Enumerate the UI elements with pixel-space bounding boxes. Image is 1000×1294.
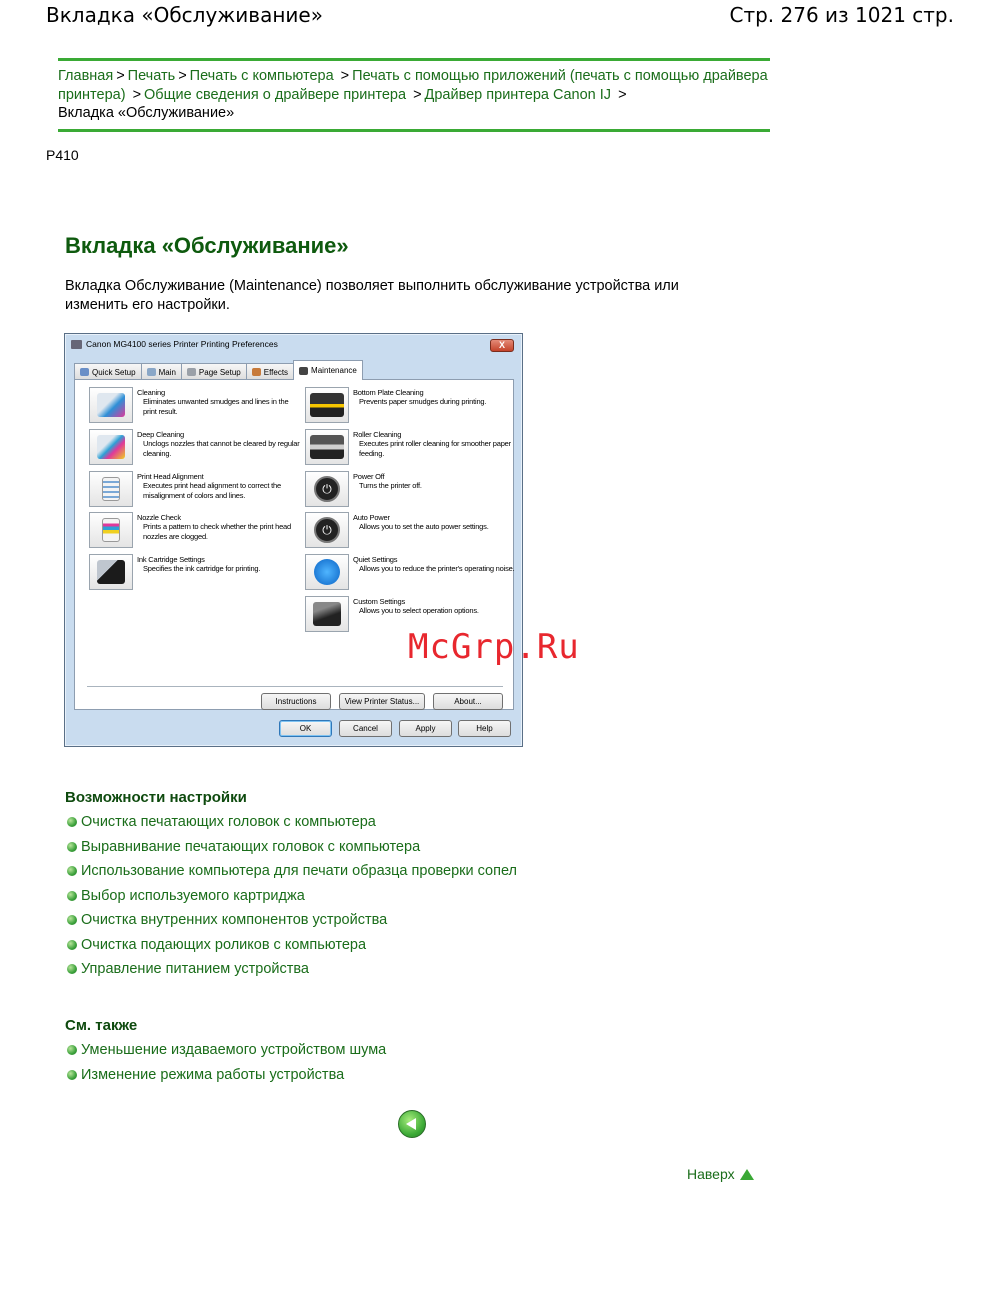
power-off-button xyxy=(305,471,349,507)
item-title: Deep Cleaning xyxy=(137,430,185,439)
power-off-icon: ⏻ xyxy=(314,476,340,502)
breadcrumb-separator: > xyxy=(132,86,142,103)
item-title: Roller Cleaning xyxy=(353,430,402,439)
instructions-button: Instructions xyxy=(261,693,331,710)
list-item xyxy=(67,835,517,860)
roller-cleaning-button xyxy=(305,429,349,465)
breadcrumb-separator: > xyxy=(413,86,422,103)
see-also-link[interactable]: Изменение режима работы устройства xyxy=(81,1066,345,1083)
item-title: Quiet Settings xyxy=(353,555,398,564)
page-header-title: Вкладка «Обслуживание» xyxy=(46,3,323,27)
tab-main: Main xyxy=(141,363,182,380)
list-item xyxy=(67,1063,386,1088)
back-to-top[interactable] xyxy=(687,1166,754,1182)
bullet-icon xyxy=(67,817,77,827)
watermark: McGrp.Ru xyxy=(408,627,580,667)
intro-text: Вкладка Обслуживание (Maintenance) позволяет выполнить обслуживание устройства или изменить его настройки. xyxy=(65,278,679,313)
ok-button: OK xyxy=(279,720,332,737)
item-desc: Specifies the ink cartridge for printing. xyxy=(143,564,261,573)
list-item xyxy=(67,810,517,835)
view-printer-status-button: View Printer Status... xyxy=(339,693,425,710)
item-title: Print Head Alignment xyxy=(137,472,204,481)
item-desc: Unclogs nozzles that cannot be cleared by regular cleaning. xyxy=(143,439,300,458)
apply-button: Apply xyxy=(399,720,452,737)
print-head-alignment-button xyxy=(89,471,133,507)
nozzle-check-icon xyxy=(102,518,120,542)
panel-divider xyxy=(87,686,503,687)
tab-page-setup: Page Setup xyxy=(181,363,247,380)
quick-setup-icon xyxy=(80,368,89,376)
breadcrumb-separator: > xyxy=(618,86,627,103)
bullet-icon xyxy=(67,891,77,901)
list-item xyxy=(67,933,517,958)
breadcrumb-link[interactable]: Общие сведения о драйвере принтера xyxy=(144,86,407,103)
tab-quick-setup: Quick Setup xyxy=(74,363,142,380)
maintenance-icon xyxy=(299,367,308,375)
item-desc: Turns the printer off. xyxy=(359,481,422,490)
deep-cleaning-item xyxy=(89,429,304,467)
feature-link[interactable]: Очистка печатающих головок с компьютера xyxy=(81,814,376,831)
item-title: Ink Cartridge Settings xyxy=(137,555,205,564)
deep-cleaning-button xyxy=(89,429,133,465)
printer-preferences-screenshot xyxy=(64,333,523,747)
item-title: Cleaning xyxy=(137,388,166,397)
feature-link[interactable]: Очистка подающих роликов с компьютера xyxy=(81,936,367,953)
bottom-plate-cleaning-icon xyxy=(310,393,344,417)
breadcrumb-link[interactable]: Печать с компьютера xyxy=(189,68,334,84)
list-item xyxy=(67,1038,386,1063)
features-heading: Возможности настройки xyxy=(65,789,247,806)
effects-icon xyxy=(252,368,261,376)
tab-maintenance: Maintenance xyxy=(293,360,363,380)
page-title: Вкладка «Обслуживание» xyxy=(65,233,349,258)
breadcrumb-link[interactable]: Драйвер принтера Canon IJ xyxy=(424,86,612,103)
feature-link[interactable]: Использование компьютера для печати образца проверки сопел xyxy=(81,863,518,880)
item-desc: Prints a pattern to check whether the print head nozzles are clogged. xyxy=(143,522,291,541)
item-desc: Executes print head alignment to correct the misalignment of colors and lines. xyxy=(143,481,281,500)
nozzle-check-button xyxy=(89,512,133,548)
breadcrumb-current: Вкладка «Обслуживание» xyxy=(58,105,235,121)
print-head-alignment-item xyxy=(89,471,304,509)
top-link[interactable]: Наверх xyxy=(687,1166,735,1182)
item-desc: Allows you to select operation options. xyxy=(359,606,479,615)
bottom-plate-cleaning-button xyxy=(305,387,349,423)
dialog-title: Canon MG4100 series Printer Printing Preferences xyxy=(86,339,278,349)
breadcrumb-separator: > xyxy=(116,68,125,84)
power-off-item xyxy=(305,471,520,509)
see-also-list xyxy=(67,1038,386,1087)
tab-effects: Effects xyxy=(246,363,294,380)
see-also-link[interactable]: Уменьшение издаваемого устройством шума xyxy=(81,1042,387,1059)
bullet-icon xyxy=(67,940,77,950)
bullet-icon xyxy=(67,915,77,925)
list-item xyxy=(67,884,517,909)
breadcrumb-separator: > xyxy=(340,68,350,84)
bullet-icon xyxy=(67,1070,77,1080)
feature-link[interactable]: Очистка внутренних компонентов устройства xyxy=(81,912,388,929)
bullet-icon xyxy=(67,866,77,876)
dialog-tabs xyxy=(74,360,362,380)
feature-link[interactable]: Выравнивание печатающих головок с компьютера xyxy=(81,838,421,855)
breadcrumb-separator: > xyxy=(178,68,187,84)
printer-icon xyxy=(71,340,82,349)
breadcrumb-link[interactable]: Печать с помощью приложений (печать с помощью драйвера принтера) xyxy=(58,68,768,103)
cleaning-item xyxy=(89,387,304,425)
breadcrumb-link[interactable]: Главная xyxy=(58,68,114,84)
see-also-heading: См. также xyxy=(65,1017,138,1034)
custom-settings-icon xyxy=(313,602,341,626)
cancel-button: Cancel xyxy=(339,720,392,737)
quiet-settings-item xyxy=(305,554,520,592)
ink-cartridge-icon xyxy=(97,560,125,584)
quiet-settings-button xyxy=(305,554,349,590)
auto-power-item xyxy=(305,512,520,550)
quiet-settings-icon xyxy=(314,559,340,585)
bullet-icon xyxy=(67,842,77,852)
deep-cleaning-icon xyxy=(97,435,125,459)
list-item xyxy=(67,859,517,884)
item-title: Auto Power xyxy=(353,513,390,522)
bullet-icon xyxy=(67,1045,77,1055)
item-desc: Allows you to reduce the printer's operating noise. xyxy=(359,564,515,573)
feature-link[interactable]: Выбор используемого картриджа xyxy=(81,887,305,904)
item-title: Custom Settings xyxy=(353,597,406,606)
up-arrow-icon xyxy=(740,1169,754,1180)
nozzle-check-item xyxy=(89,512,304,550)
item-title: Power Off xyxy=(353,472,385,481)
list-item xyxy=(67,957,517,982)
cleaning-button xyxy=(89,387,133,423)
page-number: Стр. 276 из 1021 стр. xyxy=(729,3,954,27)
item-desc: Allows you to set the auto power settings. xyxy=(359,522,489,531)
roller-cleaning-item xyxy=(305,429,520,467)
roller-cleaning-icon xyxy=(310,435,344,459)
item-desc: Eliminates unwanted smudges and lines in the print result. xyxy=(143,397,289,416)
breadcrumb xyxy=(58,58,770,132)
item-desc: Prevents paper smudges during printing. xyxy=(359,397,487,406)
bullet-icon xyxy=(67,964,77,974)
dialog-titlebar xyxy=(71,339,278,349)
model-label: P410 xyxy=(46,147,79,163)
print-head-alignment-icon xyxy=(102,477,120,501)
help-button: Help xyxy=(458,720,511,737)
ink-cartridge-settings-item xyxy=(89,554,304,592)
item-title: Nozzle Check xyxy=(137,513,181,522)
main-tab-icon xyxy=(147,368,156,376)
custom-settings-button xyxy=(305,596,349,632)
feature-link[interactable]: Управление питанием устройства xyxy=(81,961,309,978)
item-title: Bottom Plate Cleaning xyxy=(353,388,424,397)
cleaning-icon xyxy=(97,393,125,417)
close-icon: X xyxy=(490,339,514,352)
list-item xyxy=(67,908,517,933)
page-setup-icon xyxy=(187,368,196,376)
about-button: About... xyxy=(433,693,503,710)
ink-cartridge-settings-button xyxy=(89,554,133,590)
item-desc: Executes print roller cleaning for smoother paper feeding. xyxy=(359,439,511,458)
back-arrow-icon[interactable] xyxy=(398,1110,426,1138)
bottom-plate-cleaning-item xyxy=(305,387,520,425)
auto-power-button xyxy=(305,512,349,548)
breadcrumb-link[interactable]: Печать xyxy=(127,68,176,84)
features-list xyxy=(67,810,517,982)
auto-power-icon: ⏻ xyxy=(314,517,340,543)
